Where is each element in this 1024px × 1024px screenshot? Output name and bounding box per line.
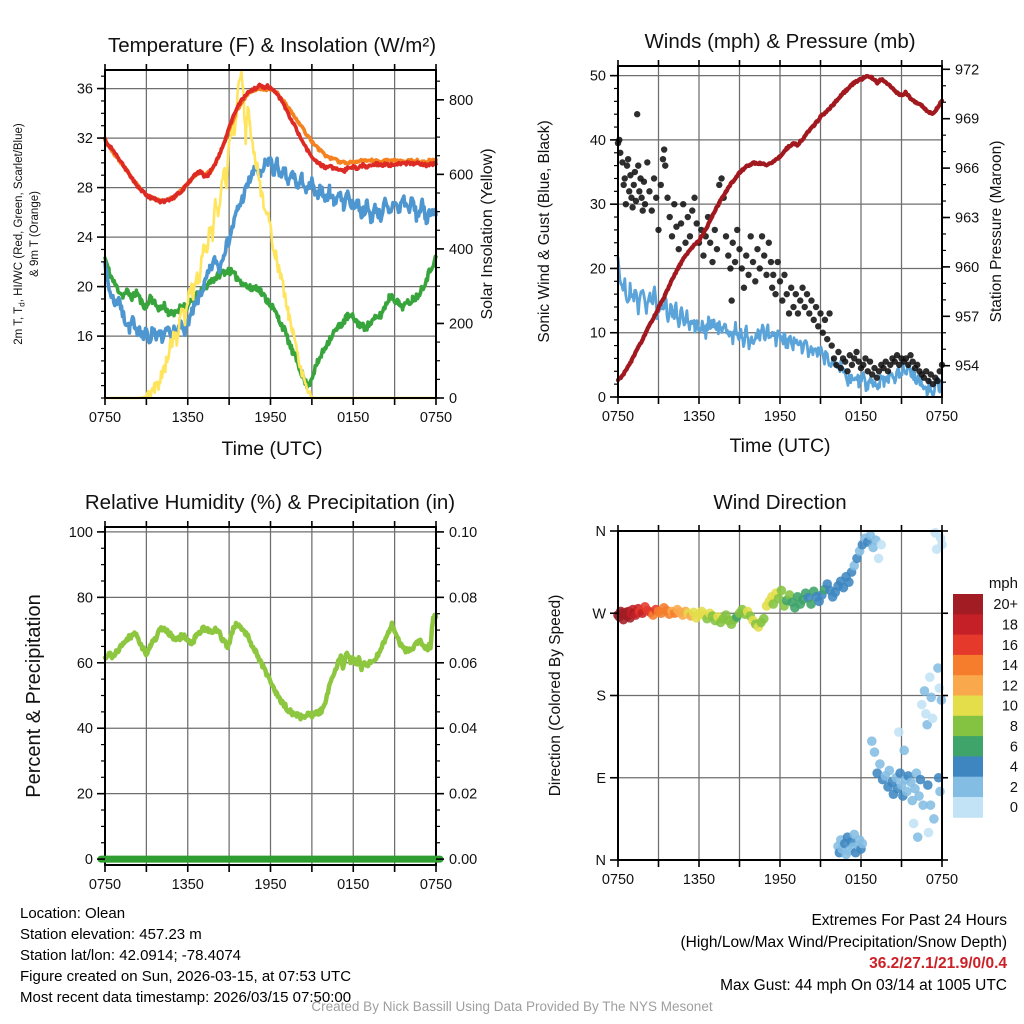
data-point xyxy=(811,317,817,323)
x-tick-label: 1350 xyxy=(682,872,716,888)
y-tick-label: 20 xyxy=(589,261,606,278)
y2-tick-label: 0.04 xyxy=(449,721,478,738)
x-tick-label: 1950 xyxy=(763,872,797,888)
x-tick-label: 0750 xyxy=(925,872,959,888)
data-point xyxy=(766,240,772,246)
data-point xyxy=(667,214,673,220)
colorbar-segment xyxy=(953,655,983,676)
data-point xyxy=(917,700,927,710)
colorbar-title: mph xyxy=(988,575,1018,592)
chart-title: Winds (mph) & Pressure (mb) xyxy=(644,30,916,53)
data-point xyxy=(858,839,868,849)
y-axis-label: Direction (Colored By Speed) xyxy=(547,594,564,797)
y2-tick-label: 200 xyxy=(449,316,474,333)
data-point xyxy=(638,195,644,201)
chart-title: Relative Humidity (%) & Precipitation (in) xyxy=(84,491,456,514)
data-point xyxy=(924,828,934,838)
data-point xyxy=(926,693,936,703)
y2-tick-label: 0.00 xyxy=(449,852,478,869)
y-tick-label: N xyxy=(595,853,606,869)
x-tick-label: 0750 xyxy=(925,409,959,425)
data-point xyxy=(806,310,812,316)
data-point xyxy=(624,162,630,168)
data-point xyxy=(874,375,880,381)
y-axis-label: Percent & Precipitation xyxy=(23,594,45,798)
y-tick-label: N xyxy=(595,524,606,540)
data-point xyxy=(671,201,677,207)
data-point xyxy=(759,614,769,624)
station-elevation: Station elevation: 457.23 m xyxy=(20,926,202,943)
y-tick-label: W xyxy=(592,606,606,623)
y-tick-label: 20 xyxy=(76,279,93,296)
data-point xyxy=(934,378,940,384)
colorbar-label: 16 xyxy=(1001,637,1018,654)
data-point xyxy=(723,233,729,239)
x-tick-label: 0750 xyxy=(88,410,122,426)
colorbar-label: 4 xyxy=(1009,759,1018,776)
x-tick-label: 0750 xyxy=(88,877,122,893)
data-point xyxy=(768,259,774,265)
colorbar-label: 0 xyxy=(1009,800,1018,817)
colorbar-segment xyxy=(953,614,983,635)
data-point xyxy=(644,159,650,165)
gridlines xyxy=(618,66,942,397)
data-point xyxy=(680,201,686,207)
colorbar-segment xyxy=(953,716,983,737)
data-point xyxy=(824,336,830,342)
data-point xyxy=(641,178,647,184)
data-point xyxy=(913,832,923,842)
data-point xyxy=(914,362,920,368)
data-point xyxy=(928,714,938,724)
colorbar-label: 10 xyxy=(1001,698,1018,715)
data-point xyxy=(875,759,885,769)
data-point xyxy=(634,111,640,117)
data-point xyxy=(739,265,745,271)
y2-tick-label: 963 xyxy=(955,210,980,227)
x-tick-label: 1950 xyxy=(254,410,287,426)
data-point xyxy=(685,214,691,220)
data-point xyxy=(826,310,832,316)
y-tick-label: 36 xyxy=(76,81,93,98)
data-point xyxy=(820,330,826,336)
data-point xyxy=(909,819,919,829)
data-point xyxy=(636,188,642,194)
data-point xyxy=(860,362,866,368)
data-point xyxy=(761,252,767,258)
y-tick-label: 80 xyxy=(76,590,93,607)
data-point xyxy=(625,156,631,162)
data-point xyxy=(923,780,933,790)
data-point xyxy=(844,368,850,374)
data-point xyxy=(838,365,844,371)
data-point xyxy=(822,317,828,323)
y-tick-label: 0 xyxy=(84,852,93,869)
data-point xyxy=(642,201,648,207)
x-tick-label: 0750 xyxy=(601,409,635,425)
data-point xyxy=(925,672,935,682)
data-point xyxy=(867,358,873,364)
y-tick-label: 40 xyxy=(589,132,606,149)
data-point xyxy=(707,240,713,246)
data-point xyxy=(682,240,688,246)
chart-title: Wind Direction xyxy=(713,491,847,514)
colorbar-segment xyxy=(953,696,983,717)
data-point xyxy=(676,246,682,252)
data-point xyxy=(748,233,754,239)
data-point xyxy=(781,272,787,278)
data-point xyxy=(772,291,778,297)
data-point xyxy=(635,162,641,168)
data-point xyxy=(631,182,637,188)
data-point xyxy=(790,304,796,310)
y-tick-label: 28 xyxy=(76,180,93,197)
y2-axis-label: Solar Insolation (Yellow) xyxy=(479,148,496,320)
chart-title: Temperature (F) & Insolation (W/m²) xyxy=(107,34,437,57)
extremes-subtitle: (High/Low/Max Wind/Precipitation/Snow Depth) xyxy=(680,933,1007,951)
data-point xyxy=(779,297,785,303)
y2-tick-label: 800 xyxy=(449,92,474,109)
data-point xyxy=(632,169,638,175)
max-gust: Max Gust: 44 mph On 03/14 at 1005 UTC xyxy=(720,976,1007,994)
y2-axis-label: Station Pressure (Maroon) xyxy=(988,140,1005,323)
y2-tick-label: 0.06 xyxy=(449,655,478,672)
data-point xyxy=(694,220,700,226)
extremes-values: 36.2/27.1/21.9/0/0.4 xyxy=(869,955,1007,972)
data-point xyxy=(770,272,776,278)
y-tick-label: 40 xyxy=(76,721,93,738)
data-point xyxy=(653,195,659,201)
data-point xyxy=(813,304,819,310)
x-tick-label: 0750 xyxy=(419,877,453,893)
y-tick-label: 32 xyxy=(76,131,93,148)
x-tick-label: 1350 xyxy=(171,877,204,893)
credit-line: Created By Nick Bassill Using Data Provided By The NYS Mesonet xyxy=(311,999,713,1014)
data-point xyxy=(655,227,661,233)
data-point xyxy=(797,297,803,303)
data-point xyxy=(691,195,697,201)
data-point xyxy=(935,787,945,797)
colorbar-segment xyxy=(953,797,983,818)
data-point xyxy=(660,156,666,162)
data-point xyxy=(730,240,736,246)
colorbar-segment xyxy=(953,756,983,777)
data-point xyxy=(788,285,794,291)
data-point xyxy=(633,198,639,204)
data-point xyxy=(687,233,693,239)
station-location: Location: Olean xyxy=(20,905,126,922)
data-point xyxy=(815,323,821,329)
y-tick-label: 10 xyxy=(589,325,606,342)
data-point xyxy=(777,586,787,596)
data-point xyxy=(885,766,895,776)
data-point xyxy=(741,285,747,291)
data-point xyxy=(622,175,628,181)
data-point xyxy=(752,278,758,284)
y2-tick-label: 0.02 xyxy=(449,786,478,803)
data-point xyxy=(799,285,805,291)
data-point xyxy=(769,285,775,291)
data-point xyxy=(700,252,706,258)
data-point xyxy=(716,182,722,188)
data-point xyxy=(802,304,808,310)
x-tick-label: 0150 xyxy=(844,872,878,888)
y-tick-label: 20 xyxy=(76,786,93,803)
data-point xyxy=(709,259,715,265)
y2-tick-label: 960 xyxy=(955,259,980,276)
data-point xyxy=(728,297,734,303)
colorbar-label: 20+ xyxy=(993,597,1018,614)
colorbar-segment xyxy=(953,594,983,615)
y2-tick-label: 0 xyxy=(449,391,458,407)
x-tick-label: 1950 xyxy=(763,409,797,425)
x-tick-label: 0150 xyxy=(337,877,370,893)
x-tick-label: 1350 xyxy=(171,410,204,426)
y2-tick-label: 957 xyxy=(955,309,980,326)
data-point xyxy=(808,297,814,303)
colorbar-label: 8 xyxy=(1009,718,1018,735)
y-tick-label: S xyxy=(596,688,606,705)
figure-created: Figure created on Sun, 2026-03-15, at 07:53 UTC xyxy=(20,968,352,985)
data-point xyxy=(849,362,855,368)
y-tick-label: 100 xyxy=(68,524,93,541)
data-point xyxy=(804,291,810,297)
y-axis-label: & 9m T (Orange) xyxy=(29,191,41,277)
colorbar-label: 14 xyxy=(1001,658,1018,675)
extremes-title: Extremes For Past 24 Hours xyxy=(811,912,1007,929)
data-point xyxy=(629,204,635,210)
data-point xyxy=(725,252,731,258)
data-point xyxy=(727,265,733,271)
colorbar-label: 6 xyxy=(1009,739,1018,756)
data-point xyxy=(662,162,668,168)
y-tick-label: 50 xyxy=(589,68,606,85)
extremes-block xyxy=(681,910,1008,996)
y2-tick-label: 0.10 xyxy=(449,524,478,541)
data-point xyxy=(831,355,837,361)
data-point xyxy=(874,554,884,564)
data-point xyxy=(899,746,909,756)
chart-temperature_insolation xyxy=(13,34,496,460)
data-point xyxy=(623,201,629,207)
colorbar-segment xyxy=(953,777,983,798)
data-point xyxy=(620,182,626,188)
y-tick-label: 16 xyxy=(76,329,93,346)
y-tick-label: 0 xyxy=(597,390,606,406)
recent-timestamp: Most recent data timestamp: 2026/03/15 07:50:00 xyxy=(20,989,352,1006)
colorbar-label: 18 xyxy=(1001,617,1018,634)
data-point xyxy=(817,310,823,316)
y2-tick-label: 954 xyxy=(955,358,980,375)
colorbar-segment xyxy=(953,675,983,696)
data-point xyxy=(829,342,835,348)
data-point xyxy=(640,207,646,213)
y-tick-label: 24 xyxy=(76,230,93,247)
data-point xyxy=(867,736,877,746)
data-point xyxy=(842,358,848,364)
y2-tick-label: 969 xyxy=(955,111,980,128)
data-point xyxy=(678,220,684,226)
y-tick-label: E xyxy=(596,770,606,787)
y-tick-label: 30 xyxy=(589,197,606,214)
data-point xyxy=(734,227,740,233)
data-point xyxy=(750,259,756,265)
data-point xyxy=(712,227,718,233)
x-tick-label: 1950 xyxy=(254,877,287,893)
data-point xyxy=(661,146,667,152)
data-point xyxy=(664,195,670,201)
colorbar-segment xyxy=(953,736,983,757)
data-point xyxy=(844,577,854,587)
data-point xyxy=(870,747,880,757)
x-tick-label: 0750 xyxy=(601,872,635,888)
data-point xyxy=(732,259,738,265)
data-point xyxy=(885,368,891,374)
data-point xyxy=(914,791,924,801)
x-tick-label: 0150 xyxy=(337,410,370,426)
data-point xyxy=(759,233,765,239)
data-point xyxy=(736,246,742,252)
gridlines xyxy=(618,531,942,860)
data-point xyxy=(669,233,675,239)
data-point xyxy=(853,349,859,355)
data-point xyxy=(793,291,799,297)
data-point xyxy=(777,278,783,284)
data-point xyxy=(784,291,790,297)
data-point xyxy=(795,310,801,316)
colorbar-label: 12 xyxy=(1001,678,1018,695)
data-point xyxy=(926,800,936,810)
data-point xyxy=(646,188,652,194)
y-axis-label: Sonic Wind & Gust (Blue, Black) xyxy=(536,120,553,343)
x-axis-label: Time (UTC) xyxy=(221,438,323,460)
chart-winds_pressure xyxy=(536,30,1005,457)
data-point xyxy=(754,246,760,252)
data-point xyxy=(689,207,695,213)
y2-tick-label: 400 xyxy=(449,241,474,258)
station-info-block xyxy=(20,903,351,1008)
y2-tick-label: 966 xyxy=(955,161,980,178)
x-tick-label: 0750 xyxy=(419,410,453,426)
data-point xyxy=(763,272,769,278)
speed-colorbar xyxy=(953,575,1018,818)
y2-tick-label: 0.08 xyxy=(449,590,478,607)
y2-tick-label: 600 xyxy=(449,167,474,184)
data-point xyxy=(658,182,664,188)
data-point xyxy=(626,188,632,194)
data-point xyxy=(743,252,749,258)
y2-tick-label: 972 xyxy=(955,62,980,79)
data-point xyxy=(835,349,841,355)
data-point xyxy=(714,246,720,252)
x-tick-label: 1350 xyxy=(682,409,716,425)
y-tick-label: 60 xyxy=(76,655,93,672)
data-point xyxy=(651,175,657,181)
data-point xyxy=(786,310,792,316)
chart-wind_direction xyxy=(547,491,1018,888)
data-point xyxy=(757,265,763,271)
y-axis-label: 2m T, $T_d$, HI/WC (Red, Green, Scarlet/Blue) xyxy=(13,123,27,345)
data-point xyxy=(718,175,724,181)
data-point xyxy=(929,814,939,824)
data-point xyxy=(907,352,913,358)
station-latlon: Station lat/lon: 42.0914; -78.4074 xyxy=(20,947,242,964)
colorbar-label: 2 xyxy=(1009,779,1018,796)
gridlines xyxy=(105,527,436,865)
data-point xyxy=(876,540,886,550)
x-tick-label: 0150 xyxy=(844,409,878,425)
colorbar-segment xyxy=(953,635,983,656)
data-point xyxy=(745,272,751,278)
data-point xyxy=(649,207,655,213)
data-point xyxy=(894,727,904,737)
x-axis-label: Time (UTC) xyxy=(729,435,831,457)
chart-humidity_precip xyxy=(23,491,477,893)
data-point xyxy=(775,259,781,265)
